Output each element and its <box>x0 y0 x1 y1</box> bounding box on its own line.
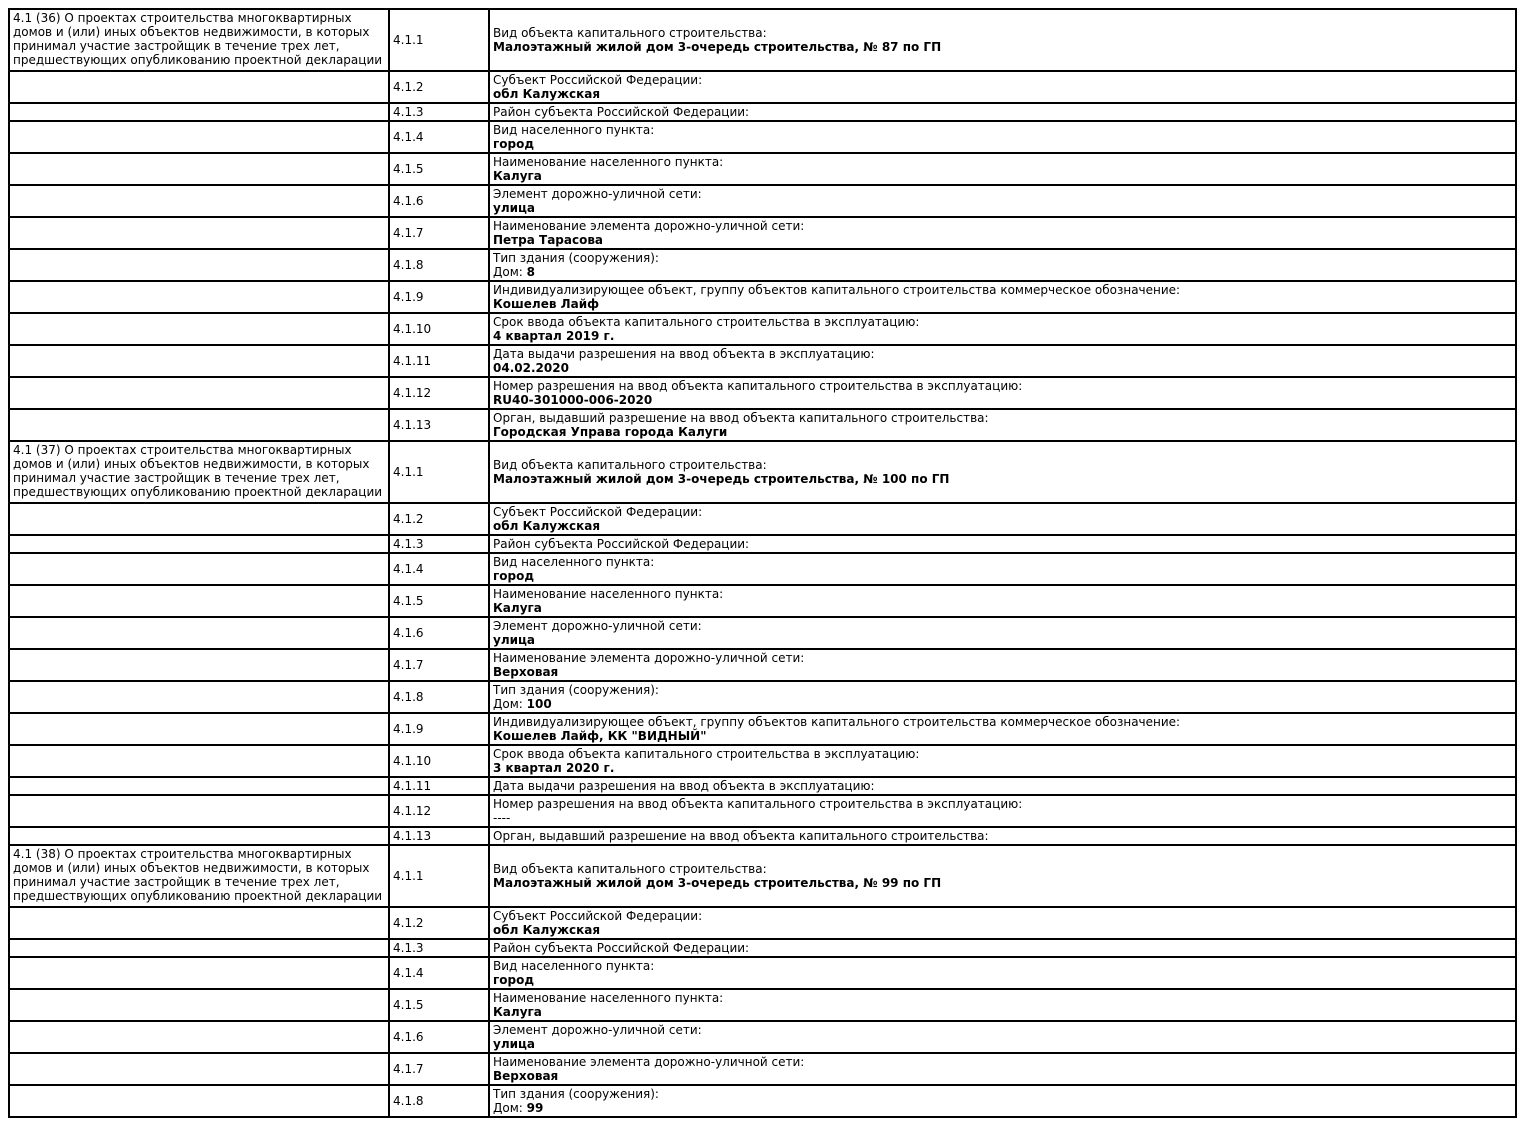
table-row <box>9 553 1516 585</box>
field-label: Наименование населенного пункта: <box>493 155 724 169</box>
table-row <box>9 535 1516 553</box>
field-label: Вид объекта капитального строительства: <box>493 26 767 40</box>
field-value-text: Кошелев Лайф <box>493 297 600 311</box>
field-value-text: Петра Тарасова <box>493 233 604 247</box>
row-content <box>489 649 1516 681</box>
row-content <box>489 713 1516 745</box>
row-code: 4.1.7 <box>389 217 489 249</box>
field-value-text: Малоэтажный жилой дом 3-очередь строительства, № 87 по ГП <box>493 40 942 54</box>
field-value-text: город <box>493 973 535 987</box>
table-row <box>9 185 1516 217</box>
row-content <box>489 989 1516 1021</box>
field-value <box>493 472 1512 486</box>
field-value-text: обл Калужская <box>493 519 601 533</box>
field-label: Наименование населенного пункта: <box>493 587 724 601</box>
row-code: 4.1.2 <box>389 71 489 103</box>
field-value-text: обл Калужская <box>493 87 601 101</box>
field-value <box>493 761 1512 775</box>
field-value-text: улица <box>493 633 536 647</box>
field-label: Срок ввода объекта капитального строительства в эксплуатацию: <box>493 747 920 761</box>
field-label: Субъект Российской Федерации: <box>493 73 703 87</box>
field-value <box>493 569 1512 583</box>
field-label: Вид населенного пункта: <box>493 959 655 973</box>
section-description <box>9 585 389 617</box>
row-content <box>489 441 1516 503</box>
declaration-table-body <box>9 9 1516 1117</box>
section-description <box>9 907 389 939</box>
row-code: 4.1.5 <box>389 585 489 617</box>
section-description <box>9 71 389 103</box>
field-value-text: Верховая <box>493 1069 559 1083</box>
field-value-text: 8 <box>526 265 535 279</box>
row-code: 4.1.1 <box>389 845 489 907</box>
field-value <box>493 1037 1512 1051</box>
row-code: 4.1.9 <box>389 713 489 745</box>
row-content <box>489 217 1516 249</box>
field-value <box>493 137 1512 151</box>
row-code: 4.1.6 <box>389 617 489 649</box>
field-value <box>493 265 1512 279</box>
field-value <box>493 729 1512 743</box>
field-value <box>493 697 1512 711</box>
field-label: Наименование элемента дорожно-уличной сети: <box>493 651 805 665</box>
field-label: Район субъекта Российской Федерации: <box>493 941 750 955</box>
field-value-text: город <box>493 137 535 151</box>
table-row <box>9 989 1516 1021</box>
section-description <box>9 1053 389 1085</box>
row-content <box>489 313 1516 345</box>
field-value <box>493 601 1512 615</box>
row-code: 4.1.3 <box>389 939 489 957</box>
section-description <box>9 409 389 441</box>
section-description <box>9 1085 389 1117</box>
field-value-text: 04.02.2020 <box>493 361 569 375</box>
section-description <box>9 249 389 281</box>
table-row <box>9 121 1516 153</box>
field-label: Индивидуализирующее объект, группу объектов капитального строительства коммерческое обозначение: <box>493 715 1181 729</box>
row-code: 4.1.11 <box>389 777 489 795</box>
field-value <box>493 40 1512 54</box>
table-row <box>9 939 1516 957</box>
field-label: Район субъекта Российской Федерации: <box>493 105 750 119</box>
field-label: Орган, выдавший разрешение на ввод объекта капитального строительства: <box>493 829 989 843</box>
row-content <box>489 553 1516 585</box>
row-content <box>489 153 1516 185</box>
field-value <box>493 169 1512 183</box>
row-content <box>489 845 1516 907</box>
field-value-text: 99 <box>526 1101 544 1115</box>
table-row <box>9 313 1516 345</box>
field-value <box>493 201 1512 215</box>
field-label: Наименование населенного пункта: <box>493 991 724 1005</box>
section-description <box>9 649 389 681</box>
row-content <box>489 1053 1516 1085</box>
row-code: 4.1.5 <box>389 153 489 185</box>
section-description <box>9 939 389 957</box>
row-code: 4.1.10 <box>389 745 489 777</box>
row-content <box>489 377 1516 409</box>
field-label: Орган, выдавший разрешение на ввод объекта капитального строительства: <box>493 411 989 425</box>
table-row <box>9 1053 1516 1085</box>
table-row <box>9 777 1516 795</box>
field-value-text: 100 <box>526 697 552 711</box>
field-value-text: ---- <box>493 811 511 825</box>
field-value <box>493 519 1512 533</box>
row-content <box>489 617 1516 649</box>
table-row <box>9 745 1516 777</box>
row-content <box>489 249 1516 281</box>
table-row <box>9 907 1516 939</box>
row-code: 4.1.11 <box>389 345 489 377</box>
row-content <box>489 103 1516 121</box>
field-value-text: 4 квартал 2019 г. <box>493 329 615 343</box>
section-description <box>9 681 389 713</box>
field-value <box>493 633 1512 647</box>
field-value <box>493 876 1512 890</box>
section-description <box>9 745 389 777</box>
field-value-text: город <box>493 569 535 583</box>
row-code: 4.1.8 <box>389 681 489 713</box>
table-row <box>9 845 1516 907</box>
field-label: Номер разрешения на ввод объекта капитального строительства в эксплуатацию: <box>493 797 1023 811</box>
field-label: Элемент дорожно-уличной сети: <box>493 1023 702 1037</box>
row-code: 4.1.8 <box>389 1085 489 1117</box>
field-value-text: Калуга <box>493 1005 542 1019</box>
row-content <box>489 777 1516 795</box>
field-value <box>493 425 1512 439</box>
table-row <box>9 345 1516 377</box>
field-value <box>493 1005 1512 1019</box>
row-code: 4.1.1 <box>389 9 489 71</box>
field-label: Вид объекта капитального строительства: <box>493 862 767 876</box>
row-code: 4.1.5 <box>389 989 489 1021</box>
row-content <box>489 745 1516 777</box>
row-content <box>489 585 1516 617</box>
field-label: Номер разрешения на ввод объекта капитального строительства в эксплуатацию: <box>493 379 1023 393</box>
row-code: 4.1.1 <box>389 441 489 503</box>
field-label: Индивидуализирующее объект, группу объектов капитального строительства коммерческое обозначение: <box>493 283 1181 297</box>
section-description: 4.1 (36) О проектах строительства многоквартирных домов и (или) иных объектов недвижимости, в которых принимал участие застройщик в течение трех лет, предшествующих опубликованию проектной декларации <box>9 9 389 71</box>
row-code: 4.1.4 <box>389 121 489 153</box>
field-value <box>493 233 1512 247</box>
section-description <box>9 617 389 649</box>
field-value <box>493 1069 1512 1083</box>
section-description <box>9 795 389 827</box>
section-description: 4.1 (37) О проектах строительства многоквартирных домов и (или) иных объектов недвижимости, в которых принимал участие застройщик в течение трех лет, предшествующих опубликованию проектной декларации <box>9 441 389 503</box>
section-description <box>9 121 389 153</box>
row-content <box>489 939 1516 957</box>
row-content <box>489 795 1516 827</box>
row-content <box>489 907 1516 939</box>
row-content <box>489 1085 1516 1117</box>
section-description <box>9 345 389 377</box>
section-description <box>9 777 389 795</box>
row-content <box>489 1021 1516 1053</box>
section-description <box>9 713 389 745</box>
field-value-text: Малоэтажный жилой дом 3-очередь строительства, № 100 по ГП <box>493 472 950 486</box>
row-code: 4.1.3 <box>389 535 489 553</box>
row-content <box>489 121 1516 153</box>
field-value <box>493 1101 1512 1115</box>
table-row <box>9 441 1516 503</box>
field-label: Тип здания (сооружения): <box>493 251 659 265</box>
row-code: 4.1.3 <box>389 103 489 121</box>
row-code: 4.1.4 <box>389 553 489 585</box>
row-content <box>489 681 1516 713</box>
table-row <box>9 71 1516 103</box>
field-label: Вид объекта капитального строительства: <box>493 458 767 472</box>
table-row <box>9 249 1516 281</box>
row-code: 4.1.2 <box>389 907 489 939</box>
section-description <box>9 185 389 217</box>
section-description <box>9 1021 389 1053</box>
row-code: 4.1.12 <box>389 377 489 409</box>
section-description <box>9 535 389 553</box>
table-row <box>9 103 1516 121</box>
section-description: 4.1 (38) О проектах строительства многоквартирных домов и (или) иных объектов недвижимости, в которых принимал участие застройщик в течение трех лет, предшествующих опубликованию проектной декларации <box>9 845 389 907</box>
table-row <box>9 217 1516 249</box>
field-label: Тип здания (сооружения): <box>493 683 659 697</box>
table-row <box>9 9 1516 71</box>
row-code: 4.1.6 <box>389 185 489 217</box>
field-label: Дата выдачи разрешения на ввод объекта в эксплуатацию: <box>493 779 875 793</box>
row-content <box>489 281 1516 313</box>
row-code: 4.1.2 <box>389 503 489 535</box>
table-row <box>9 1021 1516 1053</box>
table-row <box>9 795 1516 827</box>
field-value <box>493 811 1512 825</box>
row-code: 4.1.12 <box>389 795 489 827</box>
field-label: Дата выдачи разрешения на ввод объекта в эксплуатацию: <box>493 347 875 361</box>
field-value <box>493 87 1512 101</box>
field-value <box>493 329 1512 343</box>
field-value-text: Городская Управа города Калуги <box>493 425 728 439</box>
row-code: 4.1.9 <box>389 281 489 313</box>
table-row <box>9 503 1516 535</box>
row-code: 4.1.6 <box>389 1021 489 1053</box>
row-content <box>489 71 1516 103</box>
section-description <box>9 957 389 989</box>
row-code: 4.1.7 <box>389 1053 489 1085</box>
row-content <box>489 9 1516 71</box>
field-label: Вид населенного пункта: <box>493 123 655 137</box>
row-content <box>489 535 1516 553</box>
section-description <box>9 827 389 845</box>
section-description <box>9 553 389 585</box>
section-description <box>9 103 389 121</box>
field-label: Субъект Российской Федерации: <box>493 909 703 923</box>
field-label: Наименование элемента дорожно-уличной сети: <box>493 219 805 233</box>
field-label: Срок ввода объекта капитального строительства в эксплуатацию: <box>493 315 920 329</box>
field-label: Наименование элемента дорожно-уличной сети: <box>493 1055 805 1069</box>
table-row <box>9 281 1516 313</box>
row-content <box>489 345 1516 377</box>
field-value-text: улица <box>493 1037 536 1051</box>
declaration-table <box>8 8 1517 1118</box>
field-value-prefix: Дом: <box>493 1101 527 1115</box>
table-row <box>9 409 1516 441</box>
row-content <box>489 503 1516 535</box>
field-value <box>493 393 1512 407</box>
row-code: 4.1.7 <box>389 649 489 681</box>
row-code: 4.1.8 <box>389 249 489 281</box>
field-value-text: Кошелев Лайф, КК "ВИДНЫЙ" <box>493 729 707 743</box>
field-value <box>493 665 1512 679</box>
field-value <box>493 361 1512 375</box>
field-label: Район субъекта Российской Федерации: <box>493 537 750 551</box>
field-value-text: улица <box>493 201 536 215</box>
row-code: 4.1.4 <box>389 957 489 989</box>
field-value-text: 3 квартал 2020 г. <box>493 761 615 775</box>
table-row <box>9 681 1516 713</box>
table-row <box>9 377 1516 409</box>
table-row <box>9 827 1516 845</box>
row-code: 4.1.13 <box>389 827 489 845</box>
field-value-text: Калуга <box>493 601 542 615</box>
field-value <box>493 297 1512 311</box>
section-description <box>9 313 389 345</box>
field-label: Вид населенного пункта: <box>493 555 655 569</box>
table-row <box>9 649 1516 681</box>
row-content <box>489 185 1516 217</box>
section-description <box>9 503 389 535</box>
field-label: Тип здания (сооружения): <box>493 1087 659 1101</box>
row-content <box>489 409 1516 441</box>
table-row <box>9 617 1516 649</box>
row-content <box>489 827 1516 845</box>
section-description <box>9 377 389 409</box>
table-row <box>9 713 1516 745</box>
field-value <box>493 923 1512 937</box>
field-value-text: RU40-301000-006-2020 <box>493 393 653 407</box>
field-value-prefix: Дом: <box>493 697 527 711</box>
section-description <box>9 989 389 1021</box>
field-label: Субъект Российской Федерации: <box>493 505 703 519</box>
row-content <box>489 957 1516 989</box>
row-code: 4.1.13 <box>389 409 489 441</box>
field-value-text: Малоэтажный жилой дом 3-очередь строительства, № 99 по ГП <box>493 876 942 890</box>
field-label: Элемент дорожно-уличной сети: <box>493 187 702 201</box>
table-row <box>9 957 1516 989</box>
row-code: 4.1.10 <box>389 313 489 345</box>
section-description <box>9 217 389 249</box>
field-value <box>493 973 1512 987</box>
field-value-text: Верховая <box>493 665 559 679</box>
section-description <box>9 281 389 313</box>
field-value-text: обл Калужская <box>493 923 601 937</box>
field-value-prefix: Дом: <box>493 265 527 279</box>
field-label: Элемент дорожно-уличной сети: <box>493 619 702 633</box>
table-row <box>9 585 1516 617</box>
field-value-text: Калуга <box>493 169 542 183</box>
table-row <box>9 1085 1516 1117</box>
section-description <box>9 153 389 185</box>
table-row <box>9 153 1516 185</box>
